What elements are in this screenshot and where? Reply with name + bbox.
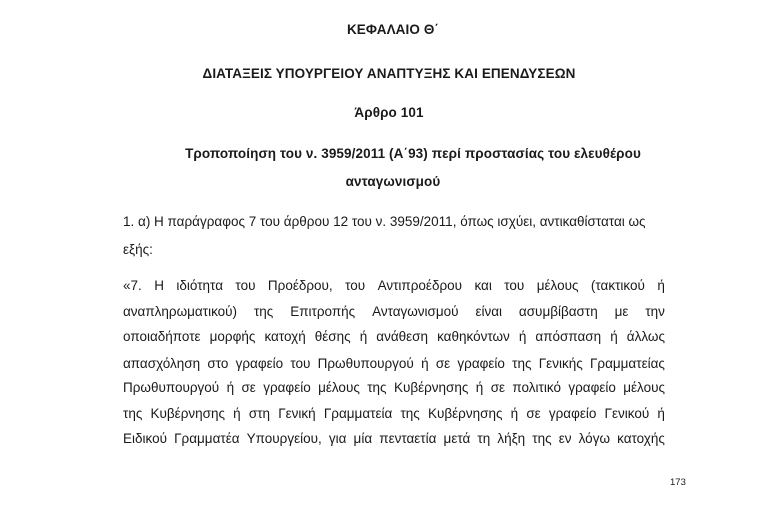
quote-word: λόγω [578, 431, 610, 446]
quote-word: ανάθεση [376, 329, 429, 344]
quote-word: Γραμματείας [589, 356, 665, 371]
quote-word: εν [558, 431, 572, 446]
quote-line [123, 406, 665, 426]
quote-word: Κυβέρνησης [428, 406, 503, 421]
quote-word: ή [233, 406, 241, 421]
quote-word: μία [353, 431, 373, 446]
quote-line-words [123, 380, 665, 395]
quote-word: Προέδρου, [267, 278, 333, 293]
quote-line-words [123, 406, 665, 421]
quote-line [123, 304, 665, 324]
article-title-line-2: ανταγωνισμού [345, 174, 441, 189]
quote-line [123, 278, 665, 298]
quote-word: γραφείο [235, 356, 284, 371]
quote-word: γραφείο [548, 406, 597, 421]
quote-word: ή [475, 380, 484, 395]
quote-word: ή [421, 356, 429, 371]
quote-word: Γενικού [604, 406, 650, 421]
intro-line-2: εξής: [123, 242, 153, 257]
quote-word: ή [657, 278, 665, 293]
quote-word: Γραμματεία [323, 406, 393, 421]
quote-word: Γραμματέα [174, 431, 240, 446]
quote-word: για [328, 431, 347, 446]
quote-word: ή [610, 329, 618, 344]
quote-word: ή [518, 329, 527, 344]
quote-line [123, 329, 665, 349]
intro-paragraph [123, 208, 663, 264]
quote-word: ή [226, 380, 235, 395]
quote-word: Ανταγωνισμού [372, 304, 459, 319]
quote-word: Πρωθυπουργού [123, 380, 220, 395]
quote-line-words [123, 329, 665, 344]
intro-line-1: 1. α) Η παράγραφος 7 του άρθρου 12 του ν. 3959/2011, όπως ισχύει, αντικαθίσταται ως [123, 214, 646, 229]
quote-word: σε [435, 356, 451, 371]
page-number: 173 [670, 477, 686, 488]
quote-word: οποιαδήποτε [123, 329, 201, 344]
article-heading: Άρθρο 101 [354, 105, 424, 120]
quote-word: μέλους [318, 380, 360, 395]
quote-word: είναι [475, 304, 503, 319]
quote-word: στη [248, 406, 271, 421]
quote-word: αναπληρωματικού) [123, 304, 238, 319]
quote-word: ή [657, 406, 665, 421]
quote-word: μετά [443, 431, 471, 446]
quote-word: τη [477, 431, 491, 446]
quote-word: μορφής [209, 329, 256, 344]
quote-word: Η [154, 278, 164, 293]
quote-word: πολιτικό [512, 380, 561, 395]
quote-word: απόσπαση [535, 329, 602, 344]
quote-line-words [123, 356, 665, 371]
quote-word: του [345, 278, 366, 293]
quote-word: του [504, 278, 525, 293]
quote-word: «7. [123, 278, 142, 293]
quote-word: Κυβέρνησης [150, 406, 225, 421]
chapter-heading: ΚΕΦΑΛΑΙΟ Θ΄ [346, 22, 440, 37]
quote-word: λήξη [497, 431, 526, 446]
quote-word: Υπουργείου, [246, 431, 322, 446]
quote-word: ιδιότητα [176, 278, 223, 293]
quote-word: την [645, 304, 665, 319]
quote-word: της [512, 356, 532, 371]
quote-word: Επιτροπής [290, 304, 356, 319]
quote-line [123, 380, 665, 400]
quote-word: γραφείο [568, 380, 616, 395]
quote-word: της [532, 431, 552, 446]
quote-word: της [400, 406, 420, 421]
quote-word: καθηκόντων [437, 329, 510, 344]
quote-word: ή [359, 329, 368, 344]
quote-line [123, 431, 665, 451]
quote-word: σε [241, 380, 256, 395]
quote-line [123, 356, 665, 376]
quote-word: σε [490, 380, 506, 395]
quote-word: μέλους [536, 278, 579, 293]
quote-word: Κυβέρνησης [393, 380, 469, 395]
quote-word: πενταετία [379, 431, 437, 446]
quote-word: του [235, 278, 256, 293]
quote-line-words [123, 304, 665, 319]
quote-word: Πρωθυπουργού [317, 356, 414, 371]
quote-word: Ειδικού [123, 431, 167, 446]
quote-word: με [614, 304, 629, 319]
ministry-heading: ΔΙΑΤΑΞΕΙΣ ΥΠΟΥΡΓΕΙΟΥ ΑΝΑΠΤΥΞΗΣ ΚΑΙ ΕΠΕΝΔΥΣΕΩΝ [202, 66, 576, 81]
quote-word: του [290, 356, 311, 371]
quote-word: σε [526, 406, 541, 421]
quote-word: γραφείο [457, 356, 505, 371]
article-title-line-1: Τροποποίηση του ν. 3959/2011 (Α΄93) περί προστασίας του ελευθέρου [185, 146, 641, 161]
quote-word: και [474, 278, 492, 293]
quote-word: της [367, 380, 387, 395]
quote-word: στο [207, 356, 229, 371]
quote-word: Γενική [278, 406, 316, 421]
quote-word: (τακτικού [590, 278, 645, 293]
quote-word: μέλους [623, 380, 665, 395]
quote-word: απασχόληση [123, 356, 201, 371]
quote-word: άλλως [626, 329, 665, 344]
quote-word: Αντιπροέδρου [377, 278, 463, 293]
quote-word: της [123, 406, 143, 421]
quote-word: της [253, 304, 274, 319]
quote-word: θέσης [314, 329, 351, 344]
quote-word: κατοχή [264, 329, 306, 344]
quote-line-words [123, 278, 665, 293]
quote-line-words [123, 431, 665, 446]
quote-word: κατοχής [617, 431, 665, 446]
quote-word: Γενικής [538, 356, 583, 371]
quote-word: ασυμβίβαστη [518, 304, 598, 319]
quote-word: γραφείο [263, 380, 311, 395]
quote-word: ή [510, 406, 519, 421]
